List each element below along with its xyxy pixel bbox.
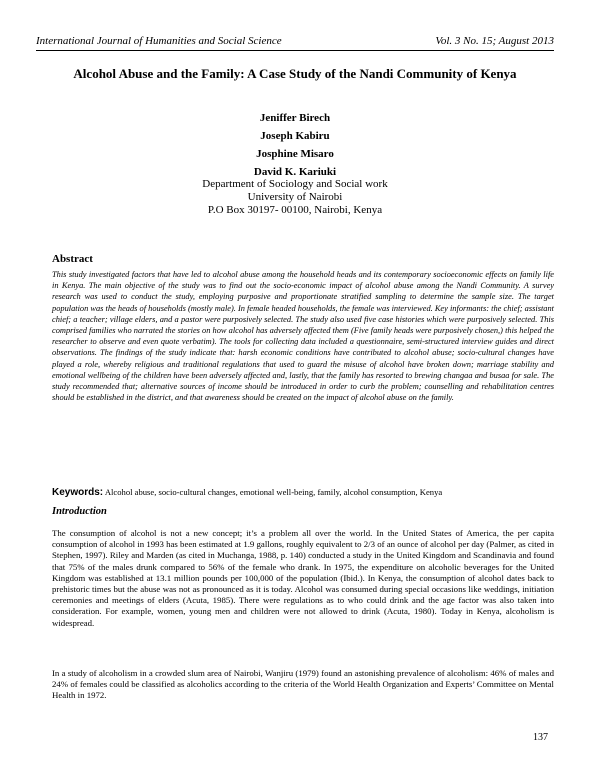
abstract-text: This study investigated factors that have led to alcohol abuse among the household heads and its contemporary socioeconomic effects on family life in Kenya. The main objective of the study was to find out the socio-economic impact of alcohol abuse among the Nandi Community. A survey research was used to conduct the study, employing purposive and proportionate stratified sampling to determine the sample size. The target population was the heads of households (mostly male). In female headed households, the female was interviewed. Key informants: the chief; assistant chief; a teacher; village elders, and a pastor were purposively selected. The study also used five case histories which were purposively selected. This comprised families who narrated the stories on how alcohol has adversely affected them (Five family heads were purposively chosen,) this helped the researcher to observe and even quote verbatim). The tools for collecting data included a questionnaire, semi-structured interview guides and direct observations. The findings of the study indicate that: harsh economic conditions have contributed to alcohol abuse; socio-cultural changes have played a role, whereby religious and traditional regulations that used to guard the misuse of alcohol have broken down; marriage stability and emotional wellbeing of the children have been adversely affected and, lastly, that the family has resorted to brewing changaa and busaa for sale. The study recommended that; alternative sources of income should be introduced in order to curb the problem; counselling and rehabilitation centres should be established in the district, and that awareness should be created on the impact of alcohol abuse on the family. — [52, 270, 554, 403]
author-name: David K. Kariuki — [253, 166, 337, 178]
introduction-heading: Introduction — [52, 506, 107, 517]
journal-name: International Journal of Humanities and Social Science — [36, 35, 282, 47]
author-name: Jeniffer Birech — [259, 112, 331, 124]
author-name: Josphine Misaro — [256, 148, 334, 160]
paper-title: Alcohol Abuse and the Family: A Case Study of the Nandi Community of Kenya — [73, 66, 517, 81]
affiliation-line: P.O Box 30197- 00100, Nairobi, Kenya — [207, 204, 383, 216]
header-rule — [36, 50, 554, 51]
affiliation-line: University of Nairobi — [247, 191, 343, 203]
running-header — [36, 35, 554, 49]
affiliation — [36, 178, 554, 217]
introduction-paragraph: In a study of alcoholism in a crowded slum area of Nairobi, Wanjiru (1979) found an astonishing prevalence of alcoholism: 46% of males and 24% of females could be classified as alcoholics according to the criteria of the World Health Organization and Experts’ Committee on Mental Health in 1972. — [52, 668, 554, 701]
author-name: Joseph Kabiru — [260, 130, 330, 142]
page-number: 137 — [533, 732, 548, 743]
affiliation-line: Department of Sociology and Social work — [202, 178, 388, 190]
author-list — [36, 109, 554, 181]
keywords — [52, 487, 554, 498]
issue-info: Vol. 3 No. 15; August 2013 — [435, 35, 554, 47]
keywords-label: Keywords: — [52, 487, 104, 498]
keywords-text: Alcohol abuse, socio-cultural changes, emotional well-being, family, alcohol consumption, Kenya — [104, 487, 443, 497]
introduction-paragraph: The consumption of alcohol is not a new concept; it’s a problem all over the world. In the United States of America, the per capita consumption of alcohol in 1993 has been estimated at 1.9 gallons, roughly equivalent to 2/3 of an ounce of alcohol per day (Palmer, as cited in Stephen, 1997). Riley and Marden (as cited in Muchanga, 1988, p. 140) conducted a study in the United Kingdom and Scandinavia and found that 75% of the males drunk compared to 56% of the female who drank. In 1975, the expenditure on alcoholic beverages for the United Kingdom was established at 13.1 million pounds per 100,000 of the population (Ibid.). In Kenya, the consumption of alcohol dates back to prehistoric times but the abuse was not as pronounced as it is today. Alcohol was consumed during special occasions like weddings, initiation ceremonies and meetings of elders (Acuta, 1985). There were regulations as to who could drink and the age factor was also taken into consideration. For example, women, young men and children were not allowed to drink (Acuta, 1980). Today in Kenya, alcoholism is widespread. — [52, 528, 554, 628]
abstract-heading: Abstract — [52, 253, 93, 265]
